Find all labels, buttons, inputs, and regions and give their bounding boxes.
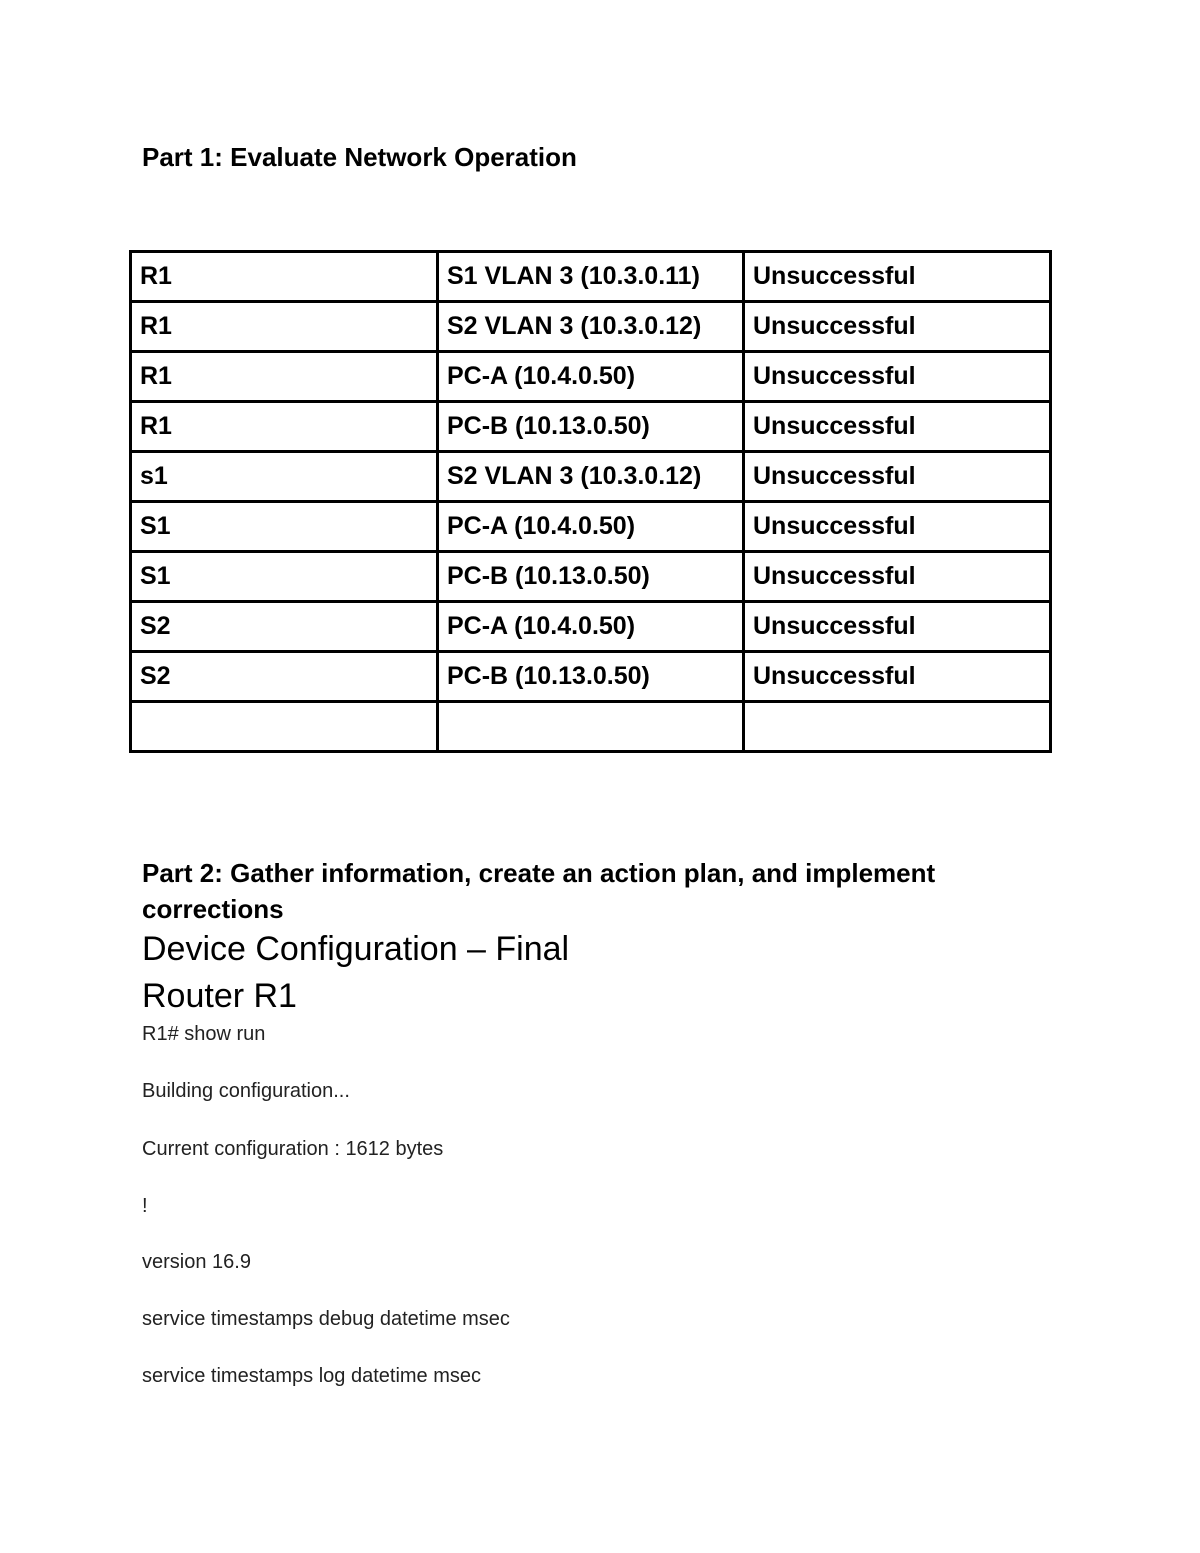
config-line: !	[142, 1195, 148, 1217]
config-line: R1# show run	[142, 1023, 266, 1045]
part2-heading: Part 2: Gather information, create an action plan, and implement corrections	[142, 858, 936, 924]
config-line: Building configuration...	[142, 1080, 350, 1102]
source-device-cell: S1	[131, 552, 438, 602]
config-line: service timestamps log datetime msec	[142, 1365, 482, 1387]
source-device-cell: R1	[131, 352, 438, 402]
source-device-cell: S2	[131, 602, 438, 652]
config-line: Current configuration : 1612 bytes	[142, 1138, 444, 1160]
source-device-cell: s1	[131, 452, 438, 502]
result-cell: Unsuccessful	[744, 352, 1051, 402]
config-line: version 16.9	[142, 1251, 251, 1273]
table-row	[131, 302, 1051, 352]
empty-cell	[744, 702, 1051, 752]
result-cell: Unsuccessful	[744, 252, 1051, 302]
router-r1-title: Router R1	[142, 977, 297, 1015]
table-row	[131, 252, 1051, 302]
destination-cell: S2 VLAN 3 (10.3.0.12)	[438, 302, 744, 352]
source-device-cell: S1	[131, 502, 438, 552]
device-configuration-title: Device Configuration – Final	[142, 930, 570, 968]
destination-cell: PC-A (10.4.0.50)	[438, 352, 744, 402]
table-row	[131, 452, 1051, 502]
table-row	[131, 352, 1051, 402]
source-device-cell: R1	[131, 402, 438, 452]
config-line: service timestamps debug datetime msec	[142, 1308, 510, 1330]
table-row-empty	[131, 702, 1051, 752]
result-cell: Unsuccessful	[744, 302, 1051, 352]
destination-cell: S2 VLAN 3 (10.3.0.12)	[438, 452, 744, 502]
destination-cell: PC-B (10.13.0.50)	[438, 652, 744, 702]
source-device-cell: R1	[131, 302, 438, 352]
source-device-cell: R1	[131, 252, 438, 302]
result-cell: Unsuccessful	[744, 602, 1051, 652]
destination-cell: PC-B (10.13.0.50)	[438, 402, 744, 452]
table-row	[131, 652, 1051, 702]
destination-cell: PC-A (10.4.0.50)	[438, 602, 744, 652]
result-cell: Unsuccessful	[744, 552, 1051, 602]
result-cell: Unsuccessful	[744, 652, 1051, 702]
empty-cell	[438, 702, 744, 752]
destination-cell: PC-B (10.13.0.50)	[438, 552, 744, 602]
connectivity-results-table	[129, 250, 1052, 753]
table-row	[131, 602, 1051, 652]
table-row	[131, 502, 1051, 552]
empty-cell	[131, 702, 438, 752]
destination-cell: S1 VLAN 3 (10.3.0.11)	[438, 252, 744, 302]
table-row	[131, 552, 1051, 602]
part1-heading: Part 1: Evaluate Network Operation	[142, 142, 577, 172]
result-cell: Unsuccessful	[744, 502, 1051, 552]
source-device-cell: S2	[131, 652, 438, 702]
result-cell: Unsuccessful	[744, 452, 1051, 502]
table-row	[131, 402, 1051, 452]
result-cell: Unsuccessful	[744, 402, 1051, 452]
destination-cell: PC-A (10.4.0.50)	[438, 502, 744, 552]
